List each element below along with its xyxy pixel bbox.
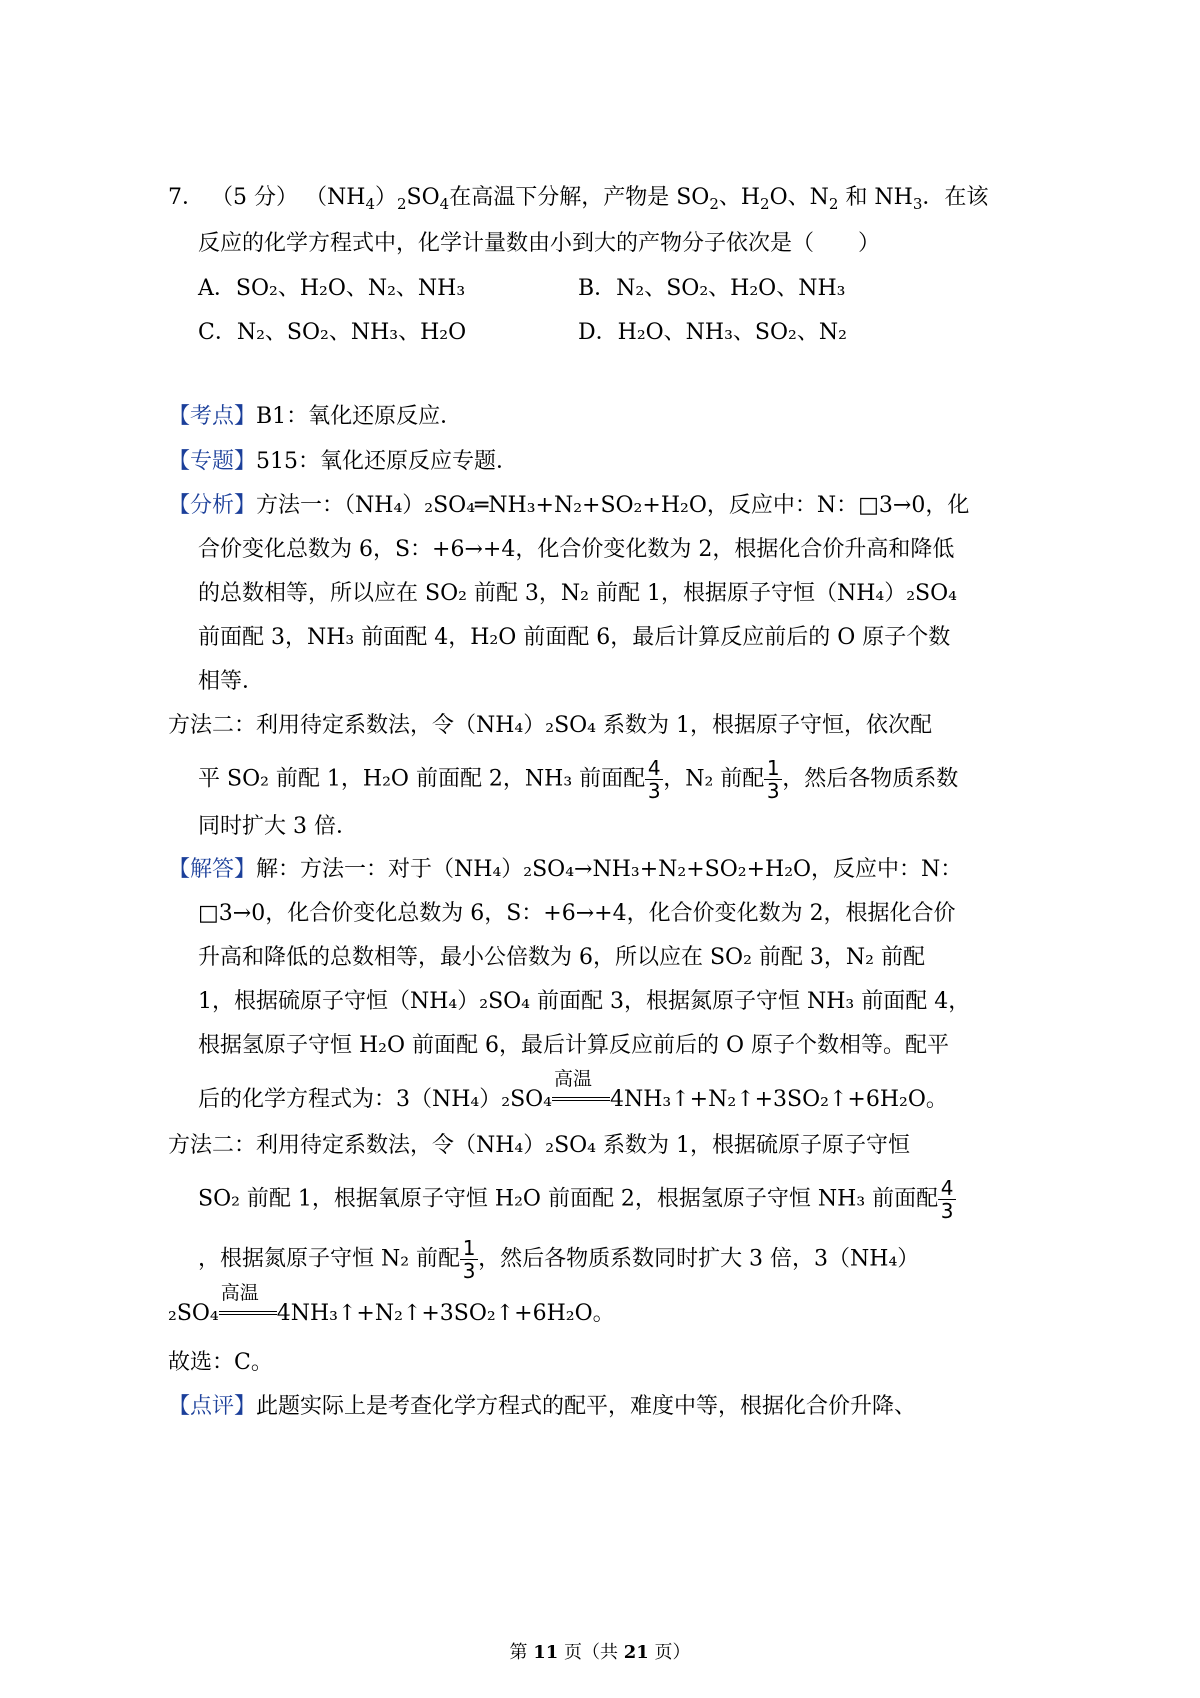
fraction-four-thirds: $\frac{4}{3}$ xyxy=(938,1178,956,1221)
analysis-line-4: 前面配 3，NH₃ 前面配 4，H₂O 前面配 6，最后计算反应前后的 O 原子个数 xyxy=(198,625,951,650)
kaodian-label: 【考点】 xyxy=(168,404,257,429)
solution-method2-line-4: ₂SO₄ 高温 4NH₃↑+N₂↑+3SO₂↑+6H₂O。 xyxy=(168,1282,615,1326)
reaction-condition: 高温 xyxy=(552,1080,610,1106)
analysis-line-5: 相等． xyxy=(198,669,265,694)
answer-line: 故选：C。 xyxy=(168,1350,273,1375)
solution-line-4: 1，根据硫原子守恒（NH₄）₂SO₄ 前面配 3，根据氮原子守恒 NH₃ 前面配 4， xyxy=(198,989,971,1014)
option-d: D．H₂O、NH₃、SO₂、N₂ xyxy=(578,320,847,345)
question-line-2: 反应的化学方程式中，化学计量数由小到大的产物分子依次是（ ） xyxy=(198,231,881,256)
analysis-method2-line-3: 同时扩大 3 倍． xyxy=(198,814,358,839)
analysis-line-1: 【分析】方法一：（NH₄）₂SO₄═NH₃+N₂+SO₂+H₂O，反应中：N：□3→0，化 xyxy=(168,493,970,518)
solution-equation-line: 后的化学方程式为：3（NH₄）₂SO₄ 高温 4NH₃↑+N₂↑+3SO₂↑+6H₂O。 xyxy=(198,1068,948,1112)
solution-method2-line-1: 方法二：利用待定系数法，令（NH₄）₂SO₄ 系数为 1，根据硫原子原子守恒 xyxy=(168,1133,910,1158)
fraction-four-thirds: $\frac{4}{3}$ xyxy=(645,758,663,801)
kaodian-line: 【考点】B1：氧化还原反应． xyxy=(168,404,463,429)
analysis-method2-line-1: 方法二：利用待定系数法，令（NH₄）₂SO₄ 系数为 1，根据原子守恒，依次配 xyxy=(168,713,932,738)
zhuanti-line: 【专题】515：氧化还原反应专题． xyxy=(168,449,519,474)
comment-line: 【点评】此题实际上是考查化学方程式的配平，难度中等，根据化合价升降、 xyxy=(168,1394,917,1419)
analysis-line-3: 的总数相等，所以应在 SO₂ 前配 3，N₂ 前配 1，根据原子守恒（NH₄）₂SO₄ xyxy=(198,581,957,606)
fraction-one-third: $\frac{1}{3}$ xyxy=(764,758,782,801)
page-footer: 第 11 页（共 21 页） xyxy=(509,1642,691,1663)
solution-line-1: 【解答】解：方法一：对于（NH₄）₂SO₄→NH₃+N₂+SO₂+H₂O，反应中：N： xyxy=(168,857,963,882)
solution-method2-line-3: ，根据氮原子守恒 N₂ 前配 $\frac{1}{3}$ ，然后各物质系数同时扩大 3 倍，3（NH₄） xyxy=(198,1236,920,1283)
option-b: B．N₂、SO₂、H₂O、NH₃ xyxy=(578,276,846,301)
page-total: 21 xyxy=(623,1642,649,1663)
solution-line-5: 根据氢原子守恒 H₂O 前面配 6，最后计算反应前后的 O 原子个数相等。配平 xyxy=(198,1033,950,1058)
solution-line-2: □3→0，化合价变化总数为 6，S：+6→+4，化合价变化数为 2，根据化合价 xyxy=(198,901,956,926)
analysis-method2-line-2: 平 SO₂ 前配 1，H₂O 前面配 2，NH₃ 前面配 $\frac{4}{3}$ ，N₂ 前配 $\frac{1}{3}$ ，然后各物质系数 xyxy=(198,756,959,803)
fraction-one-third: $\frac{1}{3}$ xyxy=(460,1238,478,1281)
dianping-label: 【点评】 xyxy=(168,1394,257,1419)
option-a: A．SO₂、H₂O、N₂、NH₃ xyxy=(198,276,466,301)
page-number: 11 xyxy=(533,1642,559,1663)
fenxi-label: 【分析】 xyxy=(168,493,257,518)
jieda-label: 【解答】 xyxy=(168,857,257,882)
question-line-1: 7． （5 分） $(NH_4)_2SO_4$在高温下分解，产物是 $SO_2$、$H_2O$、$N_2$ 和 $NH_3$．在该 xyxy=(168,185,989,213)
zhuanti-label: 【专题】 xyxy=(168,449,257,474)
reaction-condition: 高温 xyxy=(219,1294,277,1320)
solution-line-3: 升高和降低的总数相等，最小公倍数为 6，所以应在 SO₂ 前配 3，N₂ 前配 xyxy=(198,945,925,970)
solution-method2-line-2: SO₂ 前配 1，根据氧原子守恒 H₂O 前面配 2，根据氢原子守恒 NH₃ 前面配 $\frac{4}{3}$ xyxy=(198,1178,956,1221)
analysis-line-2: 合价变化总数为 6，S：+6→+4，化合价变化数为 2，根据化合价升高和降低 xyxy=(198,537,955,562)
option-c: C．N₂、SO₂、NH₃、H₂O xyxy=(198,320,467,345)
